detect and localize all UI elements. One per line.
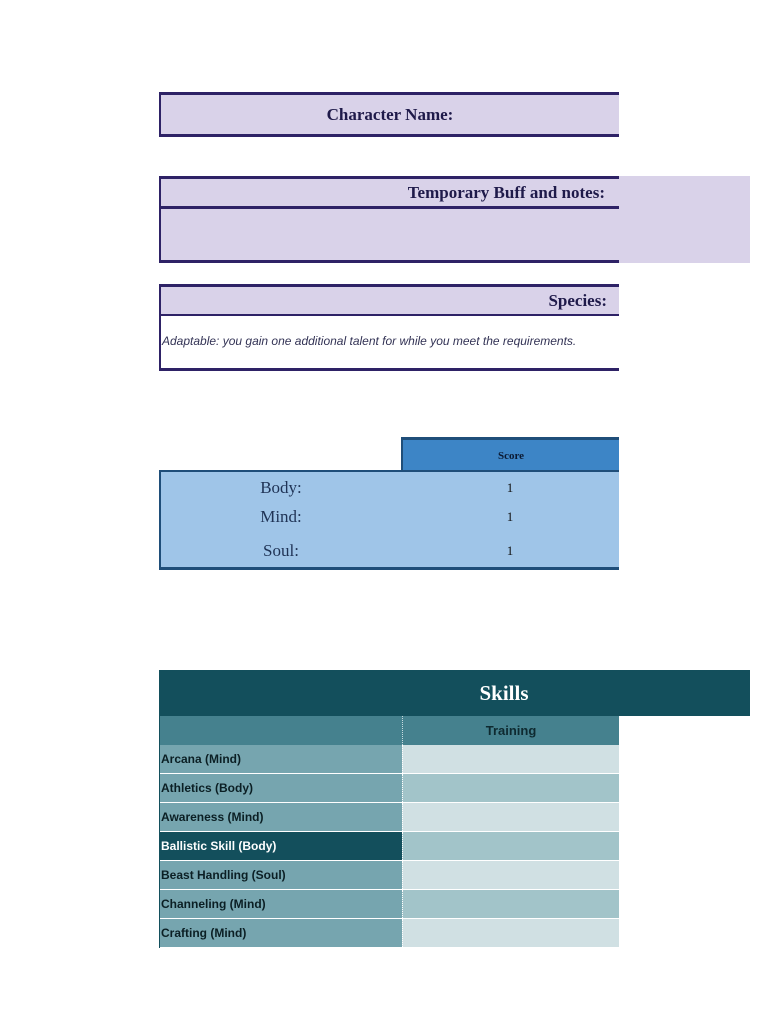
attribute-label: Mind: bbox=[260, 507, 302, 526]
skill-name: Awareness (Mind) bbox=[160, 803, 402, 831]
training-header-label: Training bbox=[485, 723, 537, 738]
score-column-header bbox=[401, 437, 619, 472]
species-header bbox=[159, 284, 619, 316]
attributes-table bbox=[159, 470, 619, 570]
skills-column-header bbox=[159, 716, 619, 745]
skill-name: Channeling (Mind) bbox=[160, 890, 402, 918]
skill-training-cell[interactable] bbox=[402, 890, 619, 918]
skills-title-bar bbox=[159, 670, 750, 716]
attribute-row-mind bbox=[161, 501, 619, 533]
skill-name: Arcana (Mind) bbox=[160, 745, 402, 773]
skill-training-cell[interactable] bbox=[402, 919, 619, 947]
skill-name-selected: Ballistic Skill (Body) bbox=[160, 832, 402, 860]
skill-name: Beast Handling (Soul) bbox=[160, 861, 402, 889]
attribute-row-soul bbox=[161, 535, 619, 567]
table-row bbox=[160, 890, 619, 919]
attribute-row-body bbox=[161, 472, 619, 504]
skill-name: Crafting (Mind) bbox=[160, 919, 402, 947]
table-row bbox=[160, 832, 619, 861]
attribute-score[interactable]: 1 bbox=[506, 543, 514, 558]
table-row bbox=[160, 803, 619, 832]
buff-notes-header bbox=[159, 176, 619, 209]
character-name-field[interactable] bbox=[159, 92, 619, 137]
buff-notes-extension bbox=[619, 176, 750, 263]
skill-training-cell[interactable] bbox=[402, 745, 619, 773]
species-description: Adaptable: you gain one additional talent for while you meet the requirements. bbox=[162, 334, 577, 348]
skill-training-cell[interactable] bbox=[402, 832, 619, 860]
attribute-label: Soul: bbox=[263, 541, 299, 560]
skill-training-cell[interactable] bbox=[402, 803, 619, 831]
skill-training-cell[interactable] bbox=[402, 861, 619, 889]
buff-notes-field[interactable] bbox=[159, 209, 619, 263]
buff-notes-label: Temporary Buff and notes: bbox=[407, 182, 605, 202]
skills-table bbox=[159, 745, 619, 948]
attribute-score[interactable]: 1 bbox=[506, 480, 514, 495]
species-label: Species: bbox=[548, 290, 607, 310]
table-row bbox=[160, 745, 619, 774]
table-row bbox=[160, 774, 619, 803]
skill-name: Athletics (Body) bbox=[160, 774, 402, 802]
table-row bbox=[160, 919, 619, 948]
attribute-score[interactable]: 1 bbox=[506, 509, 514, 524]
skill-training-cell[interactable] bbox=[402, 774, 619, 802]
character-name-label: Character Name: bbox=[326, 104, 454, 124]
attribute-label: Body: bbox=[260, 478, 302, 497]
table-row bbox=[160, 861, 619, 890]
species-description-field[interactable] bbox=[159, 316, 619, 371]
skills-title: Skills bbox=[479, 680, 529, 705]
score-header-label: Score bbox=[497, 450, 525, 462]
